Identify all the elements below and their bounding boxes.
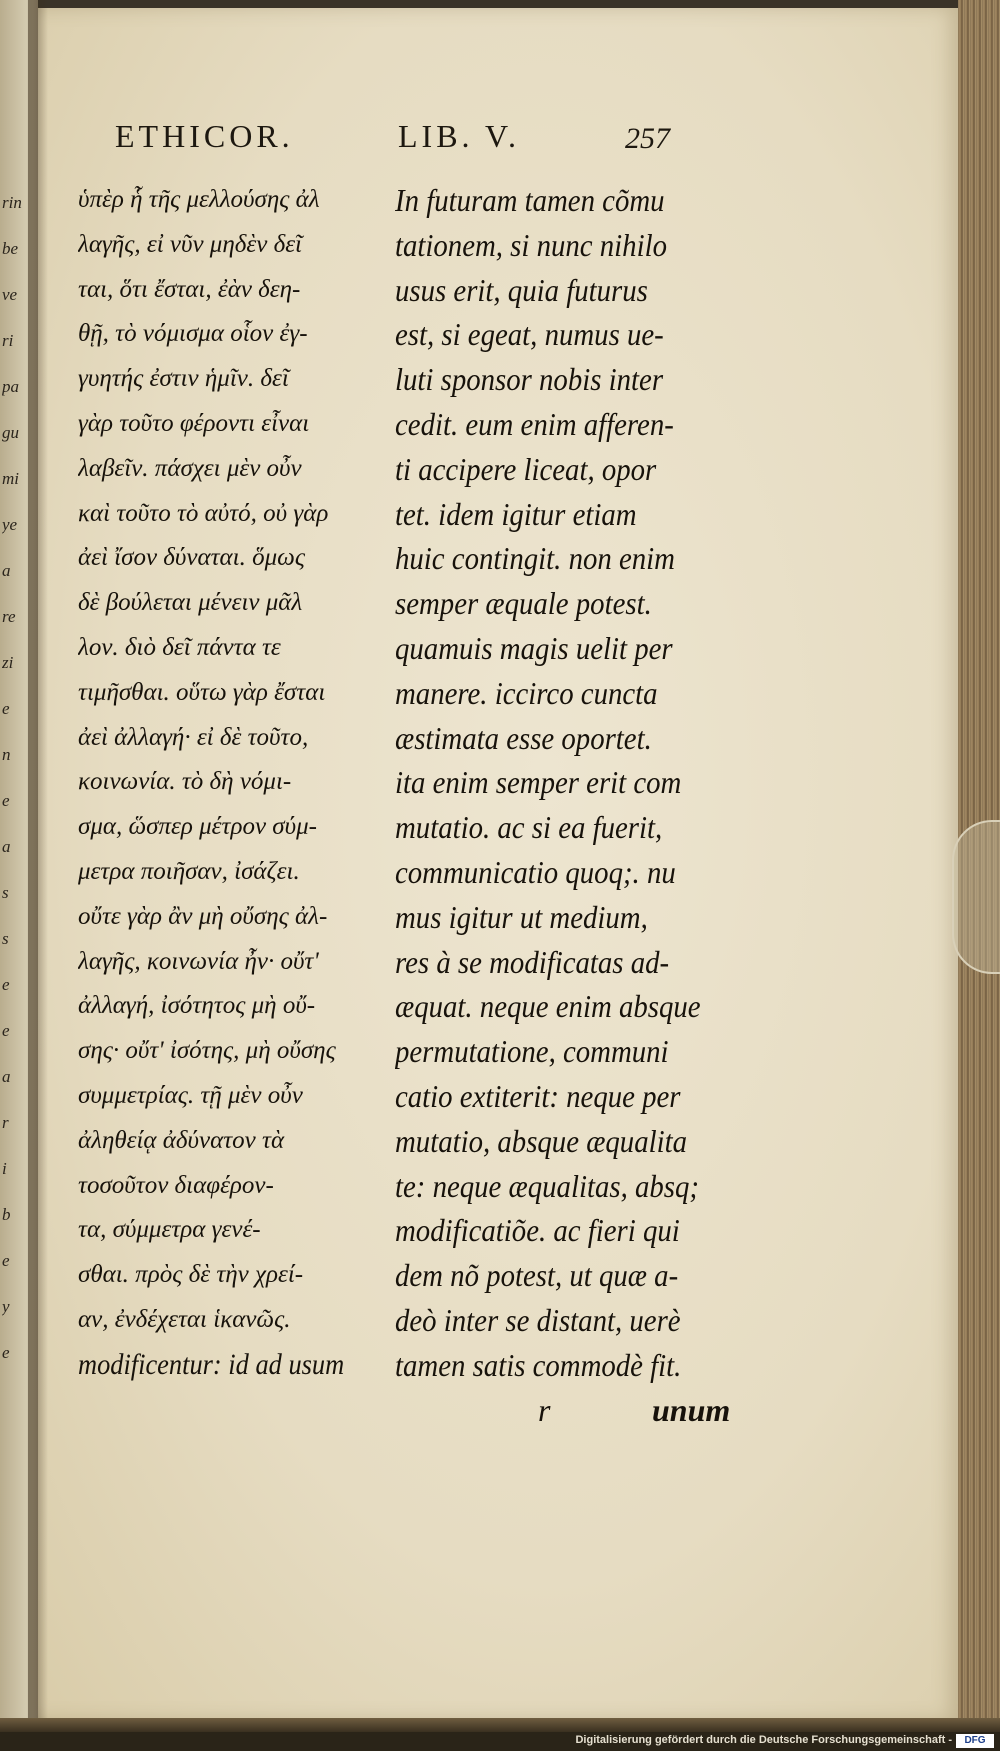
latin-text-line: tationem, si nunc nihilo [395, 226, 667, 263]
facing-page-fragment: ri [2, 331, 14, 350]
latin-text-line: deò inter se distant, uerè [395, 1301, 681, 1338]
greek-text-line: ἀεὶ ἴσον δύναται. ὅμως [78, 544, 305, 572]
latin-text-line: huic contingit. non enim [395, 540, 675, 577]
greek-text-line: σης· οὔτ' ἰσότης, μὴ οὔσης [78, 1037, 336, 1065]
greek-text-line: γὰρ τοῦτο φέροντι εἶναι [78, 409, 310, 437]
running-head-work: ETHICOR. [115, 118, 294, 154]
facing-page-fragment: a [2, 1067, 11, 1086]
facing-page-fragment: s [2, 929, 9, 948]
facing-page-fragment: e [2, 1251, 10, 1270]
gutter-shadow [28, 0, 48, 1751]
latin-text-line: luti sponsor nobis inter [395, 361, 664, 398]
greek-text-line: τοσοῦτον διαφέρον- [78, 1171, 274, 1199]
facing-page-fragment: a [2, 561, 11, 580]
latin-text-line: cedit. eum enim afferen- [395, 405, 674, 442]
greek-text-line: μετρα ποιῆσαν, ἰσάζει. [78, 857, 300, 885]
latin-text-line: usus erit, quia futurus [395, 271, 648, 308]
latin-text-line: catio extiterit: neque per [395, 1077, 681, 1114]
facing-page-fragment: mi [2, 469, 19, 488]
greek-text-column [78, 178, 378, 1388]
facing-page-fragment: e [2, 975, 10, 994]
facing-page-fragment: ye [2, 515, 18, 534]
greek-text-line: ἀληθείᾳ ἀδύνατον τὰ [78, 1126, 285, 1154]
greek-text-line: καὶ τοῦτο τὸ αὐτό, οὐ γὰρ [78, 499, 329, 527]
greek-text-line: θῇ, τὸ νόμισμα οἷον ἐγ- [78, 320, 308, 348]
greek-text-line: συμμετρίας. τῇ μὲν οὖν [78, 1081, 303, 1109]
digitization-credit-bar [0, 1732, 1000, 1751]
greek-text-line: λαβεῖν. πάσχει μὲν οὖν [78, 454, 302, 482]
bottom-edge [0, 1718, 1000, 1732]
facing-page-fragment: re [2, 607, 16, 626]
latin-text-line: res à se modificatas ad- [395, 943, 670, 980]
latin-text-line: In futuram tamen cõmu [395, 182, 665, 218]
facing-page-fragment: gu [2, 423, 19, 442]
greek-text-line: λον. διὸ δεῖ πάντα τε [78, 633, 281, 661]
latin-text-line: manere. iccirco cuncta [395, 674, 658, 711]
greek-text-line: σθαι. πρὸς δὲ τὴν χρεί- [78, 1261, 304, 1289]
greek-text-line: γυητής ἐστιν ἡμῖν. δεῖ [78, 365, 289, 393]
latin-text-line: semper æquale potest. [395, 585, 652, 622]
greek-text-line: ἀλλαγή, ἰσότητος μὴ οὔ- [78, 992, 316, 1020]
latin-text-line: est, si egeat, numus ue- [395, 316, 664, 353]
latin-text-line: æquat. neque enim absque [395, 988, 701, 1025]
facing-page-fragment: r [2, 1113, 9, 1132]
latin-text-line: ti accipere liceat, opor [395, 450, 657, 487]
facing-page-fragment: zi [2, 653, 14, 672]
facing-page-fragment: a [2, 837, 11, 856]
facing-page-fragment: pa [2, 377, 19, 396]
greek-text-line: σμα, ὥσπερ μέτρον σύμ- [78, 813, 317, 841]
facing-page-fragment: e [2, 1021, 10, 1040]
facing-page-fragment: e [2, 791, 10, 810]
latin-text-line: modificatiõe. ac fieri qui [395, 1212, 680, 1249]
latin-text-line: mus igitur ut medium, [395, 898, 648, 935]
catchword: unum [652, 1392, 731, 1428]
latin-text-line: tamen satis commodè fit. [395, 1346, 682, 1383]
facing-page-fragment: be [2, 239, 19, 258]
greek-text-line: δὲ βούλεται μένειν μᾶλ [78, 589, 303, 617]
greek-text-line: λαγῆς, εἰ νῦν μηδὲν δεῖ [78, 230, 302, 258]
running-head-book: LIB. V. [398, 118, 520, 154]
latin-text-line: mutatio, absque æqualita [395, 1122, 688, 1159]
greek-text-line: λαγῆς, κοινωνία ἦν· οὔτ' [78, 947, 319, 975]
facing-page-fragment: ve [2, 285, 18, 304]
greek-text-line: τιμῆσθαι. οὕτω γὰρ ἔσται [78, 678, 326, 706]
facing-page-fragment: y [2, 1297, 10, 1316]
facing-page-fragment: i [2, 1159, 7, 1178]
greek-text-line: κοινωνία. τὸ δὴ νόμι- [78, 768, 292, 796]
signature-mark: r [538, 1392, 551, 1428]
latin-text-line: communicatio quoq;. nu [395, 853, 676, 890]
page-tab-marker [952, 820, 1000, 974]
greek-text-line: ται, ὅτι ἔσται, ἐὰν δεη- [78, 275, 301, 303]
facing-page-fragment: b [2, 1205, 11, 1224]
facing-page-fragment: e [2, 1343, 10, 1362]
greek-text-line: τα, σύμμετρα γενέ- [78, 1216, 261, 1244]
greek-text-line: οὔτε γὰρ ἂν μὴ οὔσης ἀλ- [78, 902, 328, 930]
greek-text-line: αν, ἐνδέχεται ἱκανῶς. [78, 1305, 291, 1333]
greek-text-line: ἀεὶ ἀλλαγή· εἰ δὲ τοῦτο, [78, 723, 309, 751]
facing-page-fragment: rin [2, 193, 22, 212]
greek-text-line: modificentur: id ad usum [78, 1347, 345, 1381]
latin-text-line: æstimata esse oportet. [395, 719, 652, 756]
facing-page-text-fragments [2, 180, 30, 1376]
latin-text-line: te: neque æqualitas, absq; [395, 1167, 699, 1204]
running-head [0, 118, 1000, 158]
page-number: 257 [625, 122, 670, 155]
facing-page-fragment: n [2, 745, 11, 764]
latin-text-line: dem nõ potest, ut quæ a- [395, 1257, 679, 1294]
latin-text-line: quamuis magis uelit per [395, 629, 673, 666]
latin-text-line: mutatio. ac si ea fuerit, [395, 809, 663, 846]
credit-text: Digitalisierung gefördert durch die Deutsche Forschungsgemeinschaft - [575, 1734, 952, 1746]
latin-text-line: tet. idem igitur etiam [395, 495, 637, 532]
facing-page-fragment: s [2, 883, 9, 902]
latin-text-line: ita enim semper erit com [395, 764, 682, 801]
greek-text-line: ὑπὲρ ἧ τῆς μελλούσης ἀλ [78, 186, 320, 213]
dfg-logo: DFG [956, 1734, 994, 1748]
page-footer [0, 1392, 1000, 1437]
facing-page-fragment: e [2, 699, 10, 718]
latin-text-line: permutatione, communi [395, 1033, 669, 1070]
latin-text-column [395, 178, 740, 1388]
